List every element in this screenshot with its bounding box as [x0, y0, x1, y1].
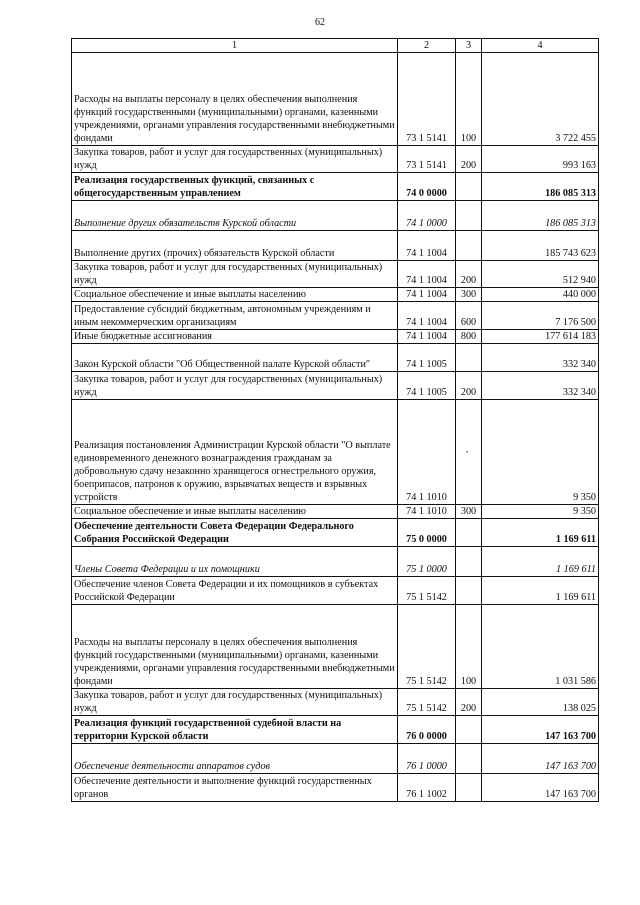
row-expense-type: [456, 716, 482, 744]
row-code: 74 1 1004: [398, 302, 456, 330]
row-description: Расходы на выплаты персоналу в целях обеспечения выполнения функций государственными (муниципальными) органами, казенными учреждениями, органами управления государственными внебюджетными фондами: [72, 605, 398, 689]
row-code: 76 0 0000: [398, 716, 456, 744]
row-expense-type: 200: [456, 689, 482, 716]
table-row: [72, 261, 599, 288]
table-row: [72, 344, 599, 372]
row-expense-type: [456, 744, 482, 774]
table-row: [72, 744, 599, 774]
table-row: [72, 231, 599, 261]
column-header-1: 1: [72, 39, 398, 53]
row-amount: 138 025: [482, 689, 599, 716]
row-code: 74 1 1004: [398, 330, 456, 344]
row-amount: 440 000: [482, 288, 599, 302]
row-amount: 1 169 611: [482, 547, 599, 577]
row-code: 75 0 0000: [398, 519, 456, 547]
row-code: 75 1 5142: [398, 605, 456, 689]
row-expense-type: [456, 400, 482, 505]
row-description: Выполнение других обязательств Курской области: [72, 201, 398, 231]
row-expense-type: 200: [456, 146, 482, 173]
row-code: 75 1 0000: [398, 547, 456, 577]
column-header-3: 3: [456, 39, 482, 53]
row-amount: 332 340: [482, 372, 599, 400]
column-header-4: 4: [482, 39, 599, 53]
table-row: [72, 519, 599, 547]
row-code: 74 1 1005: [398, 344, 456, 372]
scan-speck: •: [466, 450, 469, 456]
table-row: [72, 173, 599, 201]
table-row: [72, 146, 599, 173]
table-row: [72, 53, 599, 146]
row-amount: 186 085 313: [482, 173, 599, 201]
row-expense-type: 300: [456, 288, 482, 302]
row-description: Обеспечение деятельности аппаратов судов: [72, 744, 398, 774]
row-amount: 147 163 700: [482, 716, 599, 744]
row-expense-type: [456, 344, 482, 372]
row-code: 74 1 1010: [398, 505, 456, 519]
row-amount: 9 350: [482, 505, 599, 519]
row-description: Обеспечение членов Совета Федерации и их помощников в субъектах Российской Федерации: [72, 577, 398, 605]
row-expense-type: 200: [456, 261, 482, 288]
row-expense-type: [456, 173, 482, 201]
row-expense-type: 300: [456, 505, 482, 519]
row-amount: 1 169 611: [482, 577, 599, 605]
row-description: Закупка товаров, работ и услуг для государственных (муниципальных) нужд: [72, 261, 398, 288]
budget-table: [71, 38, 599, 802]
table-row: [72, 372, 599, 400]
row-amount: 1 031 586: [482, 605, 599, 689]
row-description: Социальное обеспечение и иные выплаты населению: [72, 288, 398, 302]
row-expense-type: [456, 774, 482, 802]
row-amount: 147 163 700: [482, 744, 599, 774]
row-amount: 147 163 700: [482, 774, 599, 802]
row-expense-type: [456, 547, 482, 577]
row-code: 73 1 5141: [398, 146, 456, 173]
table-row: [72, 201, 599, 231]
row-description: Закупка товаров, работ и услуг для государственных (муниципальных) нужд: [72, 689, 398, 716]
row-code: 75 1 5142: [398, 577, 456, 605]
table-row: [72, 400, 599, 505]
row-expense-type: 200: [456, 372, 482, 400]
table-row: [72, 330, 599, 344]
row-description: Обеспечение деятельности и выполнение функций государственных органов: [72, 774, 398, 802]
row-amount: 9 350: [482, 400, 599, 505]
row-expense-type: 600: [456, 302, 482, 330]
row-description: Реализация функций государственной судебной власти на территории Курской области: [72, 716, 398, 744]
row-expense-type: 100: [456, 605, 482, 689]
row-description: Закон Курской области "Об Общественной палате Курской области": [72, 344, 398, 372]
row-description: Обеспечение деятельности Совета Федерации Федерального Собрания Российской Федерации: [72, 519, 398, 547]
table-row: [72, 689, 599, 716]
table-header-row: [72, 39, 599, 53]
page-number: 62: [315, 17, 325, 28]
row-amount: 993 163: [482, 146, 599, 173]
table-row: [72, 288, 599, 302]
row-code: 74 1 1004: [398, 231, 456, 261]
table-row: [72, 547, 599, 577]
row-description: Выполнение других (прочих) обязательств Курской области: [72, 231, 398, 261]
row-description: Закупка товаров, работ и услуг для государственных (муниципальных) нужд: [72, 146, 398, 173]
row-code: 74 1 1010: [398, 400, 456, 505]
row-expense-type: 100: [456, 53, 482, 146]
table-row: [72, 774, 599, 802]
row-expense-type: [456, 231, 482, 261]
row-code: 74 1 0000: [398, 201, 456, 231]
table-row: [72, 302, 599, 330]
row-code: 74 1 1005: [398, 372, 456, 400]
row-description: Члены Совета Федерации и их помощники: [72, 547, 398, 577]
table-row: [72, 577, 599, 605]
row-code: 76 1 0000: [398, 744, 456, 774]
row-expense-type: [456, 577, 482, 605]
row-description: Предоставление субсидий бюджетным, автономным учреждениям и иным некоммерческим организациям: [72, 302, 398, 330]
row-description: Реализация постановления Администрации Курской области "О выплате единовременного денежного вознаграждения гражданам за добровольную сдачу незаконно хранящегося огнестрельного оружия, боеприпасов, патронов к оружию, взрывчатых веществ и взрывных устройств: [72, 400, 398, 505]
table-row: [72, 605, 599, 689]
row-amount: 177 614 183: [482, 330, 599, 344]
row-expense-type: 800: [456, 330, 482, 344]
row-amount: 186 085 313: [482, 201, 599, 231]
row-amount: 1 169 611: [482, 519, 599, 547]
row-amount: 332 340: [482, 344, 599, 372]
row-description: Закупка товаров, работ и услуг для государственных (муниципальных) нужд: [72, 372, 398, 400]
row-expense-type: [456, 201, 482, 231]
row-amount: 7 176 500: [482, 302, 599, 330]
table-row: [72, 716, 599, 744]
row-description: Социальное обеспечение и иные выплаты населению: [72, 505, 398, 519]
row-description: Иные бюджетные ассигнования: [72, 330, 398, 344]
row-amount: 512 940: [482, 261, 599, 288]
table-row: [72, 505, 599, 519]
row-code: 74 1 1004: [398, 261, 456, 288]
row-amount: 185 743 623: [482, 231, 599, 261]
row-amount: 3 722 455: [482, 53, 599, 146]
row-description: Расходы на выплаты персоналу в целях обеспечения выполнения функций государственными (муниципальными) органами, казенными учреждениями, органами управления государственными внебюджетными фондами: [72, 53, 398, 146]
row-code: 74 1 1004: [398, 288, 456, 302]
row-code: 76 1 1002: [398, 774, 456, 802]
row-description: Реализация государственных функций, связанных с общегосударственным управлением: [72, 173, 398, 201]
row-code: 75 1 5142: [398, 689, 456, 716]
row-expense-type: [456, 519, 482, 547]
row-code: 74 0 0000: [398, 173, 456, 201]
row-code: 73 1 5141: [398, 53, 456, 146]
column-header-2: 2: [398, 39, 456, 53]
